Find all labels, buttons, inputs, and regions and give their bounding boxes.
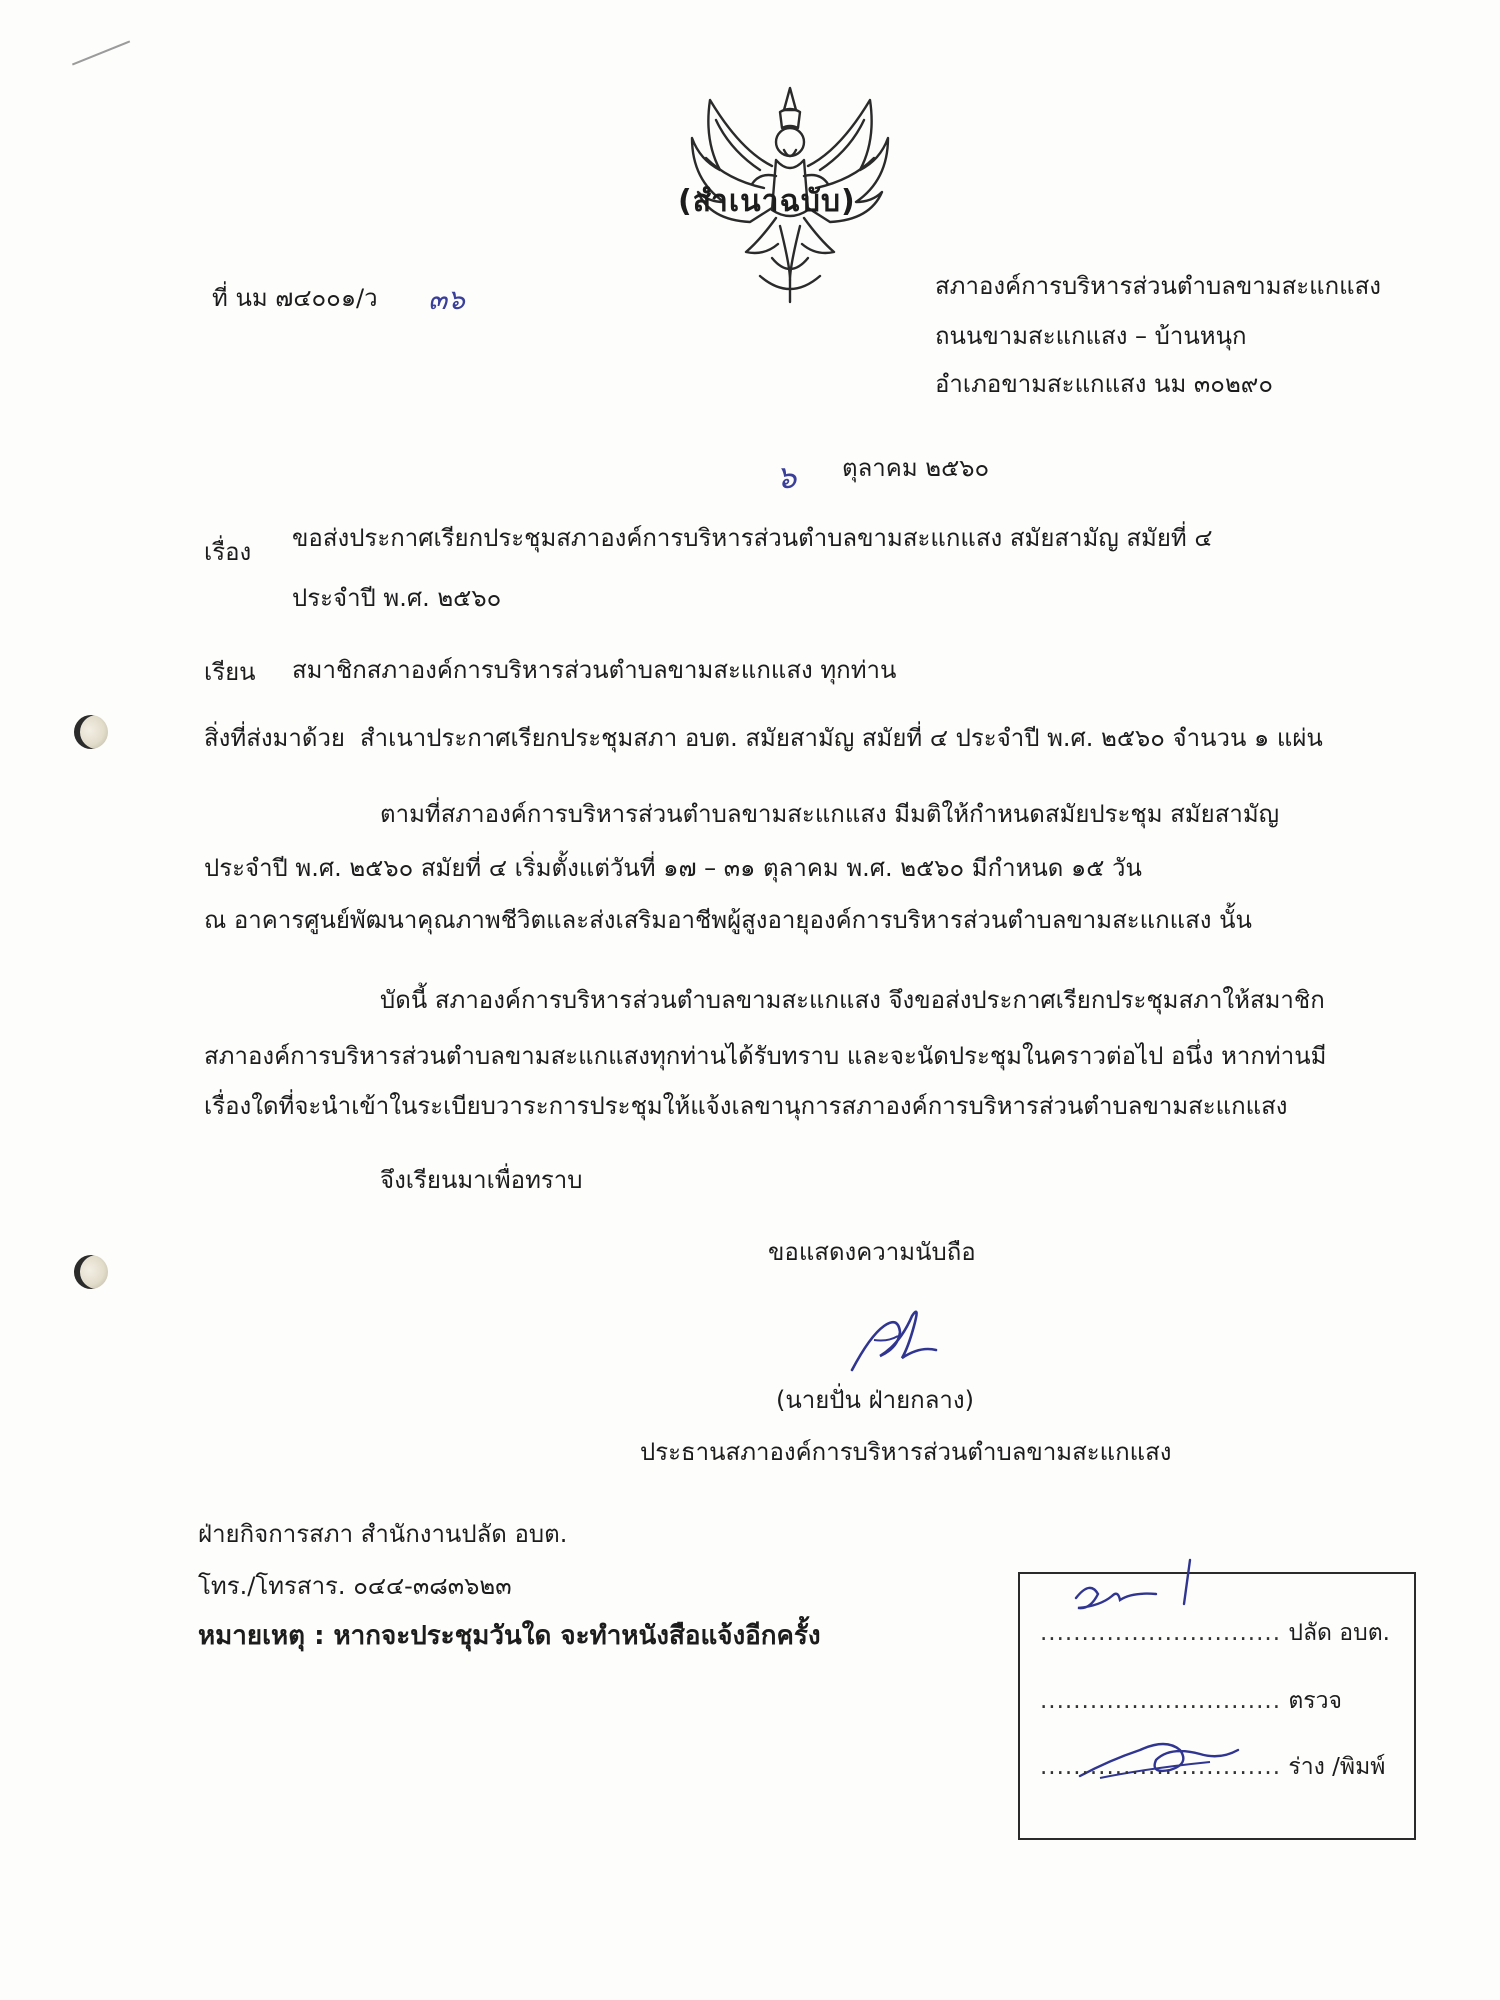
punch-hole-top xyxy=(74,715,108,749)
reference-handwritten: ๓๖ xyxy=(428,283,465,316)
sender-line-2: ถนนขามสะแกแสง – บ้านหนุก xyxy=(935,322,1247,350)
paragraph-2-line-3: เรื่องใดที่จะนำเข้าในระเบียบวาระการประชุมให้แจ้งเลขานุการสภาองค์การบริหารส่วนตำบลขามสะแกแสง xyxy=(204,1092,1288,1120)
subject-label: เรื่อง xyxy=(204,538,252,566)
paragraph-1-line-3: ณ อาคารศูนย์พัฒนาคุณภาพชีวิตและส่งเสริมอาชีพผู้สูงอายุองค์การบริหารส่วนตำบลขามสะแกแสง นั้น xyxy=(204,906,1252,934)
enclosure-label: สิ่งที่ส่งมาด้วย xyxy=(204,724,345,752)
paragraph-1-line-2: ประจำปี พ.ศ. ๒๕๖๐ สมัยที่ ๔ เริ่มตั้งแต่วันที่ ๑๗ – ๓๑ ตุลาคม พ.ศ. ๒๕๖๐ มีกำหนด ๑๕ วัน xyxy=(204,854,1142,882)
stamp-dots-3: ............................. xyxy=(1040,1754,1282,1780)
sender-line-3: อำเภอขามสะแกแสง นม ๓๐๒๙๐ xyxy=(935,370,1273,398)
pencil-mark xyxy=(72,40,130,65)
footer-office: ฝ่ายกิจการสภา สำนักงานปลัด อบต. xyxy=(198,1520,568,1548)
stamp-dots-1: ............................. xyxy=(1040,1620,1282,1646)
paragraph-1-line-1: ตามที่สภาองค์การบริหารส่วนตำบลขามสะแกแสง มีมติให้กำหนดสมัยประชุม สมัยสามัญ xyxy=(380,800,1280,828)
salutation: ขอแสดงความนับถือ xyxy=(768,1238,976,1266)
signature-icon xyxy=(840,1296,940,1376)
date-day-handwritten: ๖ xyxy=(776,458,797,496)
subject-line-2: ประจำปี พ.ศ. ๒๕๖๐ xyxy=(292,584,502,612)
addressee-label: เรียน xyxy=(204,658,256,686)
footer-phone: โทร./โทรสาร. ๐๔๔-๓๘๓๖๒๓ xyxy=(198,1572,512,1600)
stamp-row-draft xyxy=(1040,1752,1385,1782)
enclosure-text: สำเนาประกาศเรียกประชุมสภา อบต. สมัยสามัญ สมัยที่ ๔ ประจำปี พ.ศ. ๒๕๖๐ จำนวน ๑ แผ่น xyxy=(360,724,1323,752)
stamp-label-deputy: ปลัด อบต. xyxy=(1288,1620,1390,1646)
copy-caption: (สำเนาฉบับ) xyxy=(678,184,856,219)
signer-name: (นายปั่น ฝ่ายกลาง) xyxy=(776,1386,974,1414)
subject-line-1: ขอส่งประกาศเรียกประชุมสภาองค์การบริหารส่วนตำบลขามสะแกแสง สมัยสามัญ สมัยที่ ๔ xyxy=(292,524,1213,552)
paragraph-2-line-2: สภาองค์การบริหารส่วนตำบลขามสะแกแสงทุกท่านได้รับทราบ และจะนัดประชุมในคราวต่อไป อนึ่ง หากท่านมี xyxy=(204,1042,1327,1070)
stamp-label-draft: ร่าง /พิมพ์ xyxy=(1288,1754,1386,1780)
letter-date: ตุลาคม ๒๕๖๐ xyxy=(842,454,990,482)
routing-stamp-box xyxy=(1018,1572,1416,1840)
stamp-label-check: ตรวจ xyxy=(1288,1688,1343,1714)
stamp-row-deputy xyxy=(1040,1618,1390,1648)
remark: หมายเหตุ : หากจะประชุมวันใด จะทำหนังสือแจ้งอีกครั้ง xyxy=(198,1621,821,1651)
paragraph-2-line-1: บัดนี้ สภาองค์การบริหารส่วนตำบลขามสะแกแสง จึงขอส่งประกาศเรียกประชุมสภาให้สมาชิก xyxy=(380,986,1325,1014)
addressee-text: สมาชิกสภาองค์การบริหารส่วนตำบลขามสะแกแสง ทุกท่าน xyxy=(292,656,897,684)
stamp-row-check xyxy=(1040,1686,1342,1716)
reference-number: ที่ นม ๗๔๐๐๑/ว xyxy=(212,284,378,312)
stamp-dots-2: ............................. xyxy=(1040,1688,1282,1714)
punch-hole-bottom xyxy=(74,1255,108,1289)
sender-line-1: สภาองค์การบริหารส่วนตำบลขามสะแกแสง xyxy=(935,272,1381,300)
closing-line: จึงเรียนมาเพื่อทราบ xyxy=(380,1166,583,1194)
signer-title: ประธานสภาองค์การบริหารส่วนตำบลขามสะแกแสง xyxy=(640,1438,1172,1466)
